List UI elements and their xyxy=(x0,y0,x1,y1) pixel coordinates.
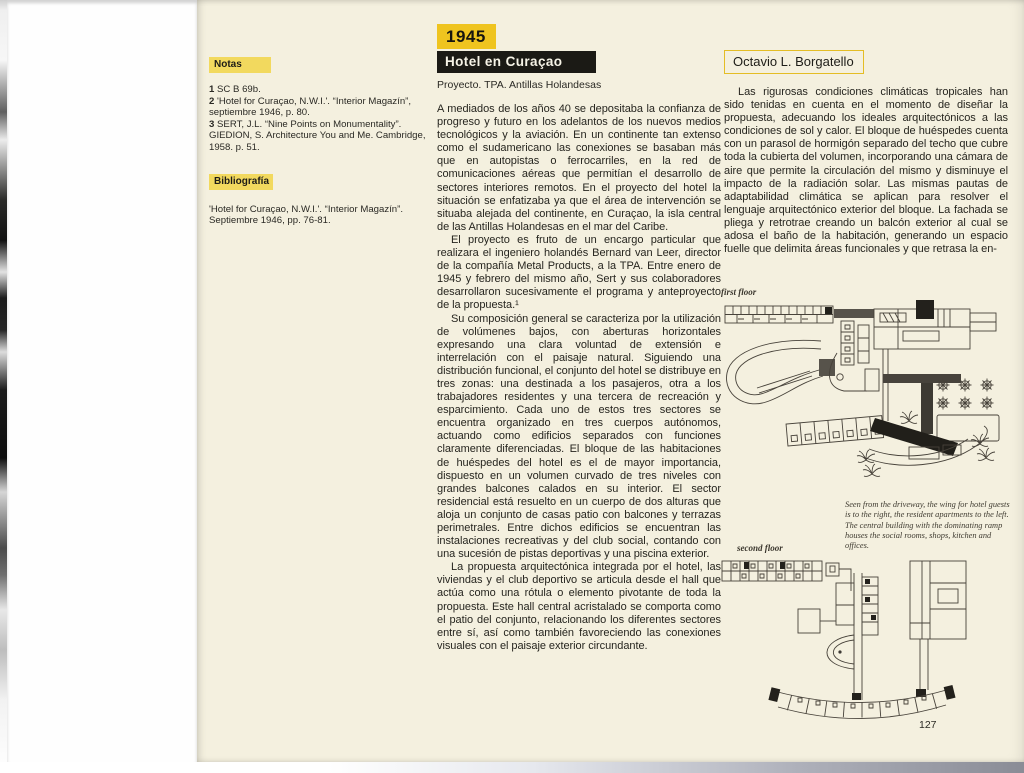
article-subtitle: Proyecto. TPA. Antillas Holandesas xyxy=(437,79,602,91)
right-column xyxy=(721,50,1014,553)
note-item xyxy=(209,96,429,119)
driveway-loop xyxy=(727,340,835,403)
note-text: 'Hotel for Curaçao, N.W.I.'. “Interior Magazín”, septiembre 1946, p. 80. xyxy=(209,95,412,119)
scan-bottom-edge xyxy=(0,762,1024,773)
second-floor-plan xyxy=(714,553,1009,723)
article-column xyxy=(437,24,721,653)
facing-page-margin xyxy=(7,0,197,762)
note-number: 1 xyxy=(209,84,215,95)
notes-header-chip: Notas xyxy=(209,57,271,73)
book-page xyxy=(197,0,1024,762)
bibliography-header-chip: Bibliografía xyxy=(209,174,273,190)
note-text: SERT, J.L. “Nine Points on Monumentality”. GIEDION, S. Architecture You and Me. Cambridge, 1958. p. 51. xyxy=(209,118,426,153)
guest-wing-upper xyxy=(722,561,851,591)
notes-list xyxy=(209,84,429,154)
guest-wing-outline xyxy=(725,306,874,323)
patio-houses-row xyxy=(786,416,884,446)
author-name-box: Octavio L. Borgatello xyxy=(724,50,864,74)
note-item xyxy=(209,84,429,96)
paragraph: La propuesta arquitectónica integrada por el hotel, las viviendas y el club deportivo se articula desde el hall que actúa como una rótula o elemento pivotante de toda la propuesta. Este hall central acristalado se comporta como el patio del conjunto, relacionando los diferentes sectores entre sí, así como también favoreciendo las conexiones visuales con el paisaje exterior circundante. xyxy=(437,561,721,652)
article-title-bar: Hotel en Curaçao xyxy=(437,51,596,73)
first-floor-label: first floor xyxy=(721,287,757,297)
note-text: SC B 69b. xyxy=(217,84,261,95)
note-number: 3 xyxy=(209,118,215,130)
paragraph: El proyecto es fruto de un encargo particular que realizara el ingeniero holandés Bernard van Leer, director de la compañía Metal Products, a la TPA. Entre enero de 1945 y febrero del mismo año, Sert y sus colaboradores desarrollaron sucesivamente el programa y anteproyecto de la propuesta.¹ xyxy=(437,233,721,312)
page-number: 127 xyxy=(919,719,937,731)
note-number: 2 xyxy=(209,95,215,107)
first-floor-plan-figure xyxy=(713,297,1013,502)
article-body xyxy=(437,103,721,653)
first-floor-plan xyxy=(713,297,1013,502)
scan-edge-strip xyxy=(0,0,7,773)
central-core-upper xyxy=(798,573,878,700)
notes-section xyxy=(209,54,429,236)
second-floor-plan-figure xyxy=(714,553,1009,723)
paragraph: Su composición general se caracteriza por la utilización de volúmenes bajos, con aberturas horizontales expresando una clara voluntad de extensión e interrelación con el paisaje natural. Siguiendo una distribución funcional, el conjunto del hotel se distribuye en tres zonas: una destinada a los pasajeros, otra a los trabajadores residentes y una tercera de recreación y esparcimiento. Cada uno de estos tres sectores se encuentra organizado en tres cuerpos autónomos, actuando como edificios separados con funciones claramente diferenciadas. El bloque de las habitaciones de huéspedes del hotel es el de mayor importancia, dispuesto en un volumen curvado de tres niveles con grandes balcones calados en su interior. El sector residencial está resuelto en un cuerpo de dos alturas que aloja un conjunto de casas patio con balcones y terrazas perimetrales. Entre dichos edificios se encuentran las instalaciones recreativas y del club social, contando con una sucesión de pistas deportivas y una piscina exterior. xyxy=(437,312,721,561)
figure-caption: Seen from the driveway, the wing for hotel guests is to the right, the resident apartments to the left. The central building with the dominating ramp houses the social rooms, shops, kitchen and offices. xyxy=(845,500,1010,551)
paragraph: Las rigurosas condiciones climáticas tropicales han sido tenidas en cuenta en el momento de diseñar la propuesta, adecuando los ideales arquitectónicos a las condiciones de sol y calor. El bloque de huéspedes cuenta con un parasol de hormigón separado del techo que cubre toda la cubierta del volumen, incorporando una cámara de aire que permite la circulación del mismo y disminuye el impacto de la radiación solar. Las mismas pautas de adaptabilidad climática se aplican para resolver el lenguaje arquitectónico exterior del bloque. La fachada se pliega y retrotrae creando un balcón exterior al cual se adosa el baño de la habitación, generando un espacio fuelle que delimita áreas funcionales y que retrasa la en- xyxy=(724,86,1008,256)
second-floor-label: second floor xyxy=(737,543,783,553)
author-column-text xyxy=(724,86,1008,256)
resident-building-upper xyxy=(910,561,966,697)
year-badge: 1945 xyxy=(437,24,496,49)
bibliography-section xyxy=(209,171,429,190)
note-item xyxy=(209,119,429,154)
bibliography-text: 'Hotel for Curaçao, N.W.I.'. “Interior Magazín”. Septiembre 1946, pp. 76-81. xyxy=(209,203,404,227)
paragraph: A mediados de los años 40 se depositaba la confianza de progreso y futuro en los adelantos de los nuevos medios tecnológicos y la aviación. En un continente tan extenso como el sudamericano las conexiones se basaban más que en autopistas o ferrocarriles, en la red de comunicaciones aéreas que permitían el desarrollo de sectores interiores remotos. En el proyecto del hotel la situación se enfatizaba ya que el área de intervención se situaba alejada del continente, en Curaçao, la isla central de las Antillas Holandesas en el mar del Caribe. xyxy=(437,103,721,233)
